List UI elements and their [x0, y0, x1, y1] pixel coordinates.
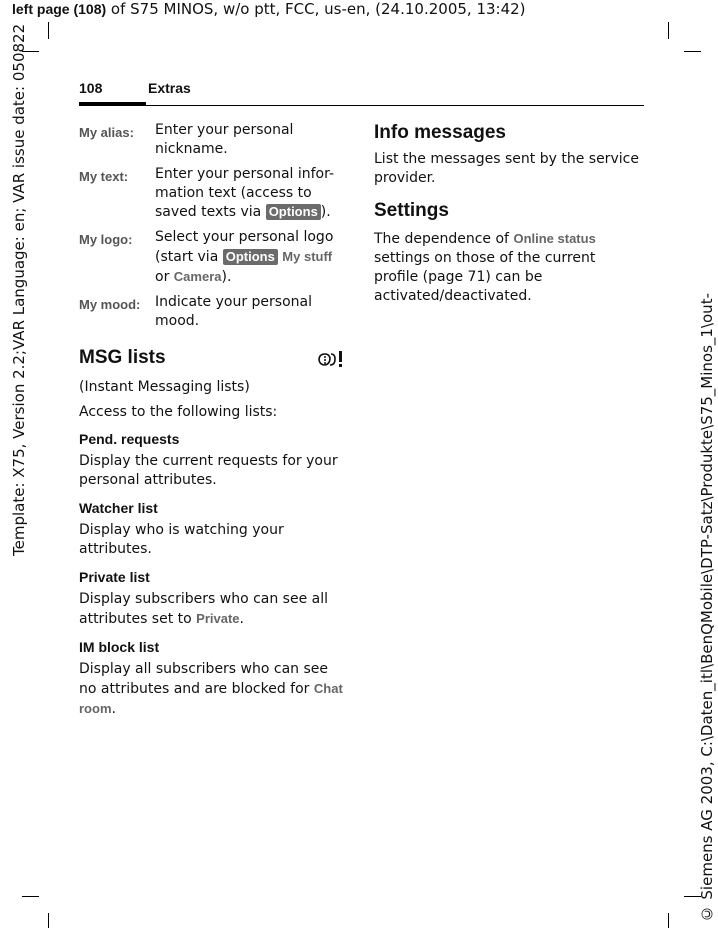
intro-text: Access to the following lists:	[79, 404, 278, 420]
definition-desc	[155, 228, 345, 287]
list-item-text: Display who is watching your attributes.	[79, 522, 284, 557]
running-head	[79, 80, 644, 107]
desc-text: ).	[320, 204, 331, 220]
definition-row	[79, 228, 345, 287]
text-part: The dependence of	[374, 231, 514, 247]
section-text: List the messages sent by the service provider.	[374, 151, 639, 186]
desc-text: Select your personal logo (start via	[155, 229, 334, 265]
text-part: .	[239, 611, 244, 627]
definition-row	[79, 165, 345, 222]
ui-term: Chat room	[79, 681, 343, 716]
list-item-text: Display the current requests for your personal attributes.	[79, 453, 338, 488]
definition-row	[79, 293, 345, 331]
list-item	[79, 430, 345, 490]
msg-lists-heading	[79, 347, 345, 371]
copyright-path-vertical: © Siemens AG 2003, C:\Daten_itl\BenQMobile\DTP-Satz\Produkte\S75_Minos_1\out-	[698, 292, 716, 922]
ui-term: My stuff	[282, 249, 333, 264]
crop-mark	[22, 896, 39, 897]
section-title: Extras	[148, 80, 191, 96]
print-meta-details: of S75 MINOS, w/o ptt, FCC, us-en, (24.10.2005, 13:42)	[106, 0, 526, 18]
list-item-heading: IM block list	[79, 639, 160, 655]
section-heading: Settings	[374, 200, 449, 221]
definition-term: My mood:	[79, 297, 141, 312]
definition-desc	[155, 165, 345, 222]
definition-desc: Enter your personal nickname.	[155, 122, 294, 157]
list-item	[79, 568, 345, 629]
definition-term: My alias:	[79, 125, 134, 140]
list-item-heading: Private list	[79, 569, 150, 585]
section-heading: Info messages	[374, 122, 506, 143]
definition-term: My logo:	[79, 232, 133, 247]
desc-text: Enter your personal infor-mation text (access to saved texts via	[155, 166, 335, 220]
definition-desc: Indicate your personal mood.	[155, 294, 312, 329]
list-item-heading: Pend. requests	[79, 431, 180, 447]
left-column	[79, 121, 345, 719]
definition-term: My text:	[79, 169, 129, 184]
options-softkey: Options	[223, 249, 278, 265]
list-item	[79, 499, 345, 559]
definition-row	[79, 121, 345, 159]
template-info-vertical: Template: X75, Version 2.2;VAR Language: en; VAR issue date: 050822	[10, 23, 28, 556]
phone-alert-icon	[317, 348, 345, 374]
list-item	[79, 638, 345, 719]
desc-text: ).	[221, 269, 232, 285]
text-part: Display all subscribers who can see no attributes and are blocked for	[79, 661, 329, 697]
crop-mark	[48, 22, 49, 39]
crop-mark	[684, 51, 701, 52]
right-column	[374, 121, 642, 306]
print-meta-page: left page (108)	[12, 1, 107, 17]
print-meta-line	[12, 0, 526, 18]
header-rule	[146, 105, 644, 106]
page-number: 108	[79, 80, 103, 96]
crop-mark	[668, 913, 669, 928]
list-item-heading: Watcher list	[79, 500, 158, 516]
crop-mark	[48, 913, 49, 928]
section-text	[374, 229, 642, 306]
desc-text: or	[155, 269, 174, 285]
section-heading: MSG lists	[79, 347, 166, 368]
text-part: settings on those of the current profile (page 71) can be activated/deactivated.	[374, 250, 596, 304]
list-item-text	[79, 660, 345, 719]
crop-mark	[668, 22, 669, 39]
ui-term: Online status	[513, 231, 596, 246]
header-rule-thick	[79, 102, 146, 106]
text-part: Display subscribers who can see all attributes set to	[79, 591, 329, 627]
ui-term: Camera	[173, 269, 222, 284]
text-part: .	[111, 701, 116, 717]
ui-term: Private	[196, 611, 240, 626]
options-softkey: Options	[266, 204, 321, 220]
subtitle: (Instant Messaging lists)	[79, 379, 250, 395]
list-item-text	[79, 590, 345, 629]
